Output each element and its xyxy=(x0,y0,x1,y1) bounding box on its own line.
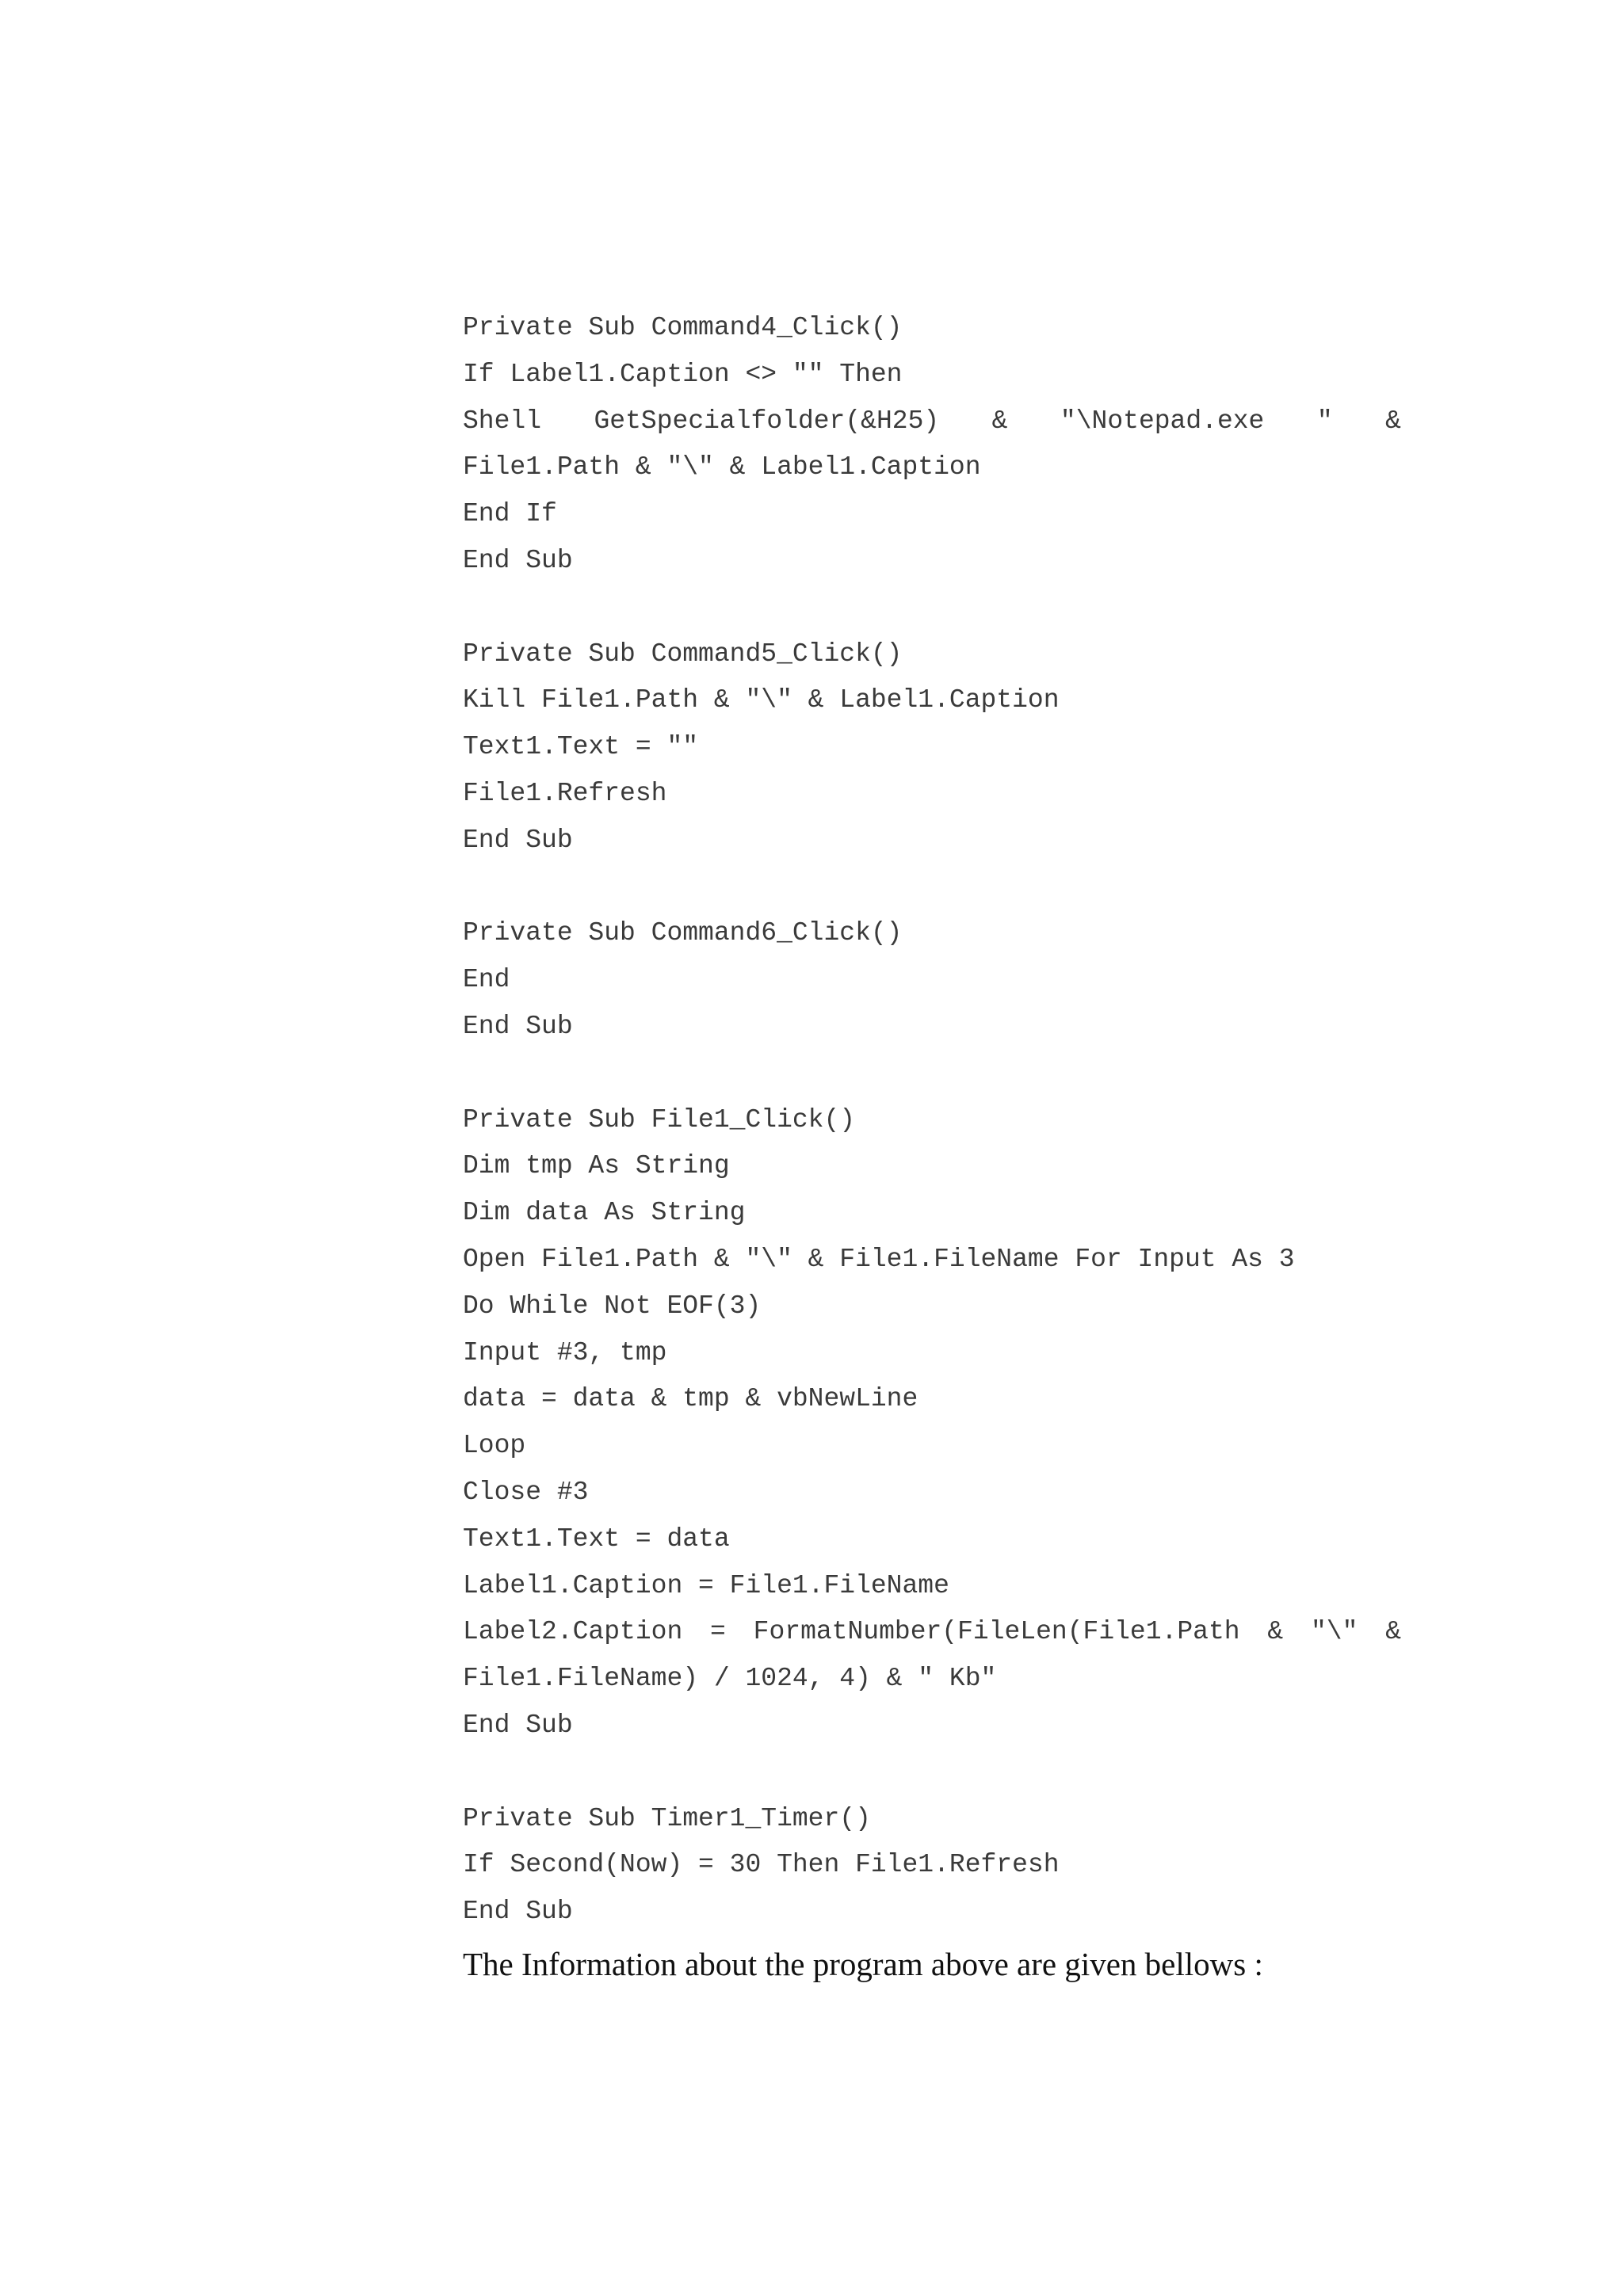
code-token: = xyxy=(710,1617,726,1647)
code-line: Loop xyxy=(463,1431,526,1461)
code-token: & xyxy=(1385,406,1401,436)
code-token: Shell xyxy=(463,406,542,436)
code-line: File1.Refresh xyxy=(463,778,667,808)
code-line: File1.Path & "\" & Label1.Caption xyxy=(463,452,981,482)
blank-line xyxy=(463,864,1414,911)
code-line: Private Sub File1_Click() xyxy=(463,1104,856,1135)
body-paragraph: The Information about the program above are given bellows : xyxy=(463,1946,1263,1982)
code-line: Text1.Text = "" xyxy=(463,732,699,762)
code-listing xyxy=(463,305,1414,1936)
code-line: Open File1.Path & "\" & File1.FileName For Input As 3 xyxy=(463,1244,1295,1274)
code-line: If Label1.Caption <> "" Then xyxy=(463,359,903,389)
code-line: End If xyxy=(463,499,557,529)
blank-line xyxy=(463,1749,1414,1796)
code-line: End Sub xyxy=(463,1897,573,1927)
code-token: "\Notepad.exe xyxy=(1060,406,1265,436)
code-line: End Sub xyxy=(463,545,573,575)
code-line: Kill File1.Path & "\" & Label1.Caption xyxy=(463,685,1060,715)
code-line: Private Sub Command5_Click() xyxy=(463,639,903,669)
code-line: Text1.Text = data xyxy=(463,1524,730,1554)
code-line: End Sub xyxy=(463,1011,573,1041)
code-line: Dim tmp As String xyxy=(463,1151,730,1181)
code-line: Close #3 xyxy=(463,1477,589,1507)
code-line: data = data & tmp & vbNewLine xyxy=(463,1384,918,1414)
code-line: Dim data As String xyxy=(463,1198,746,1228)
code-line: Input #3, tmp xyxy=(463,1337,667,1367)
blank-line xyxy=(463,585,1414,631)
code-token: FormatNumber(FileLen(File1.Path xyxy=(753,1617,1240,1647)
code-token: "\" xyxy=(1310,1617,1358,1647)
code-line: End xyxy=(463,965,510,995)
code-token: & xyxy=(1267,1617,1284,1647)
code-token: " xyxy=(1316,406,1333,436)
code-token: & xyxy=(991,406,1008,436)
code-line: Do While Not EOF(3) xyxy=(463,1291,762,1321)
code-line-justified xyxy=(463,399,1401,445)
code-token: GetSpecialfolder(&H25) xyxy=(594,406,940,436)
code-line: Label1.Caption = File1.FileName xyxy=(463,1570,949,1600)
code-line: Private Sub Timer1_Timer() xyxy=(463,1803,871,1833)
code-line: Private Sub Command6_Click() xyxy=(463,918,903,948)
code-line: End Sub xyxy=(463,825,573,855)
code-line: File1.FileName) / 1024, 4) & " Kb" xyxy=(463,1664,997,1694)
code-line: If Second(Now) = 30 Then File1.Refresh xyxy=(463,1850,1060,1880)
code-token: & xyxy=(1385,1617,1401,1647)
code-line: Private Sub Command4_Click() xyxy=(463,313,903,342)
code-line-justified xyxy=(463,1609,1401,1656)
blank-line xyxy=(463,1051,1414,1097)
code-line: End Sub xyxy=(463,1710,573,1740)
code-token: Label2.Caption xyxy=(463,1617,683,1647)
